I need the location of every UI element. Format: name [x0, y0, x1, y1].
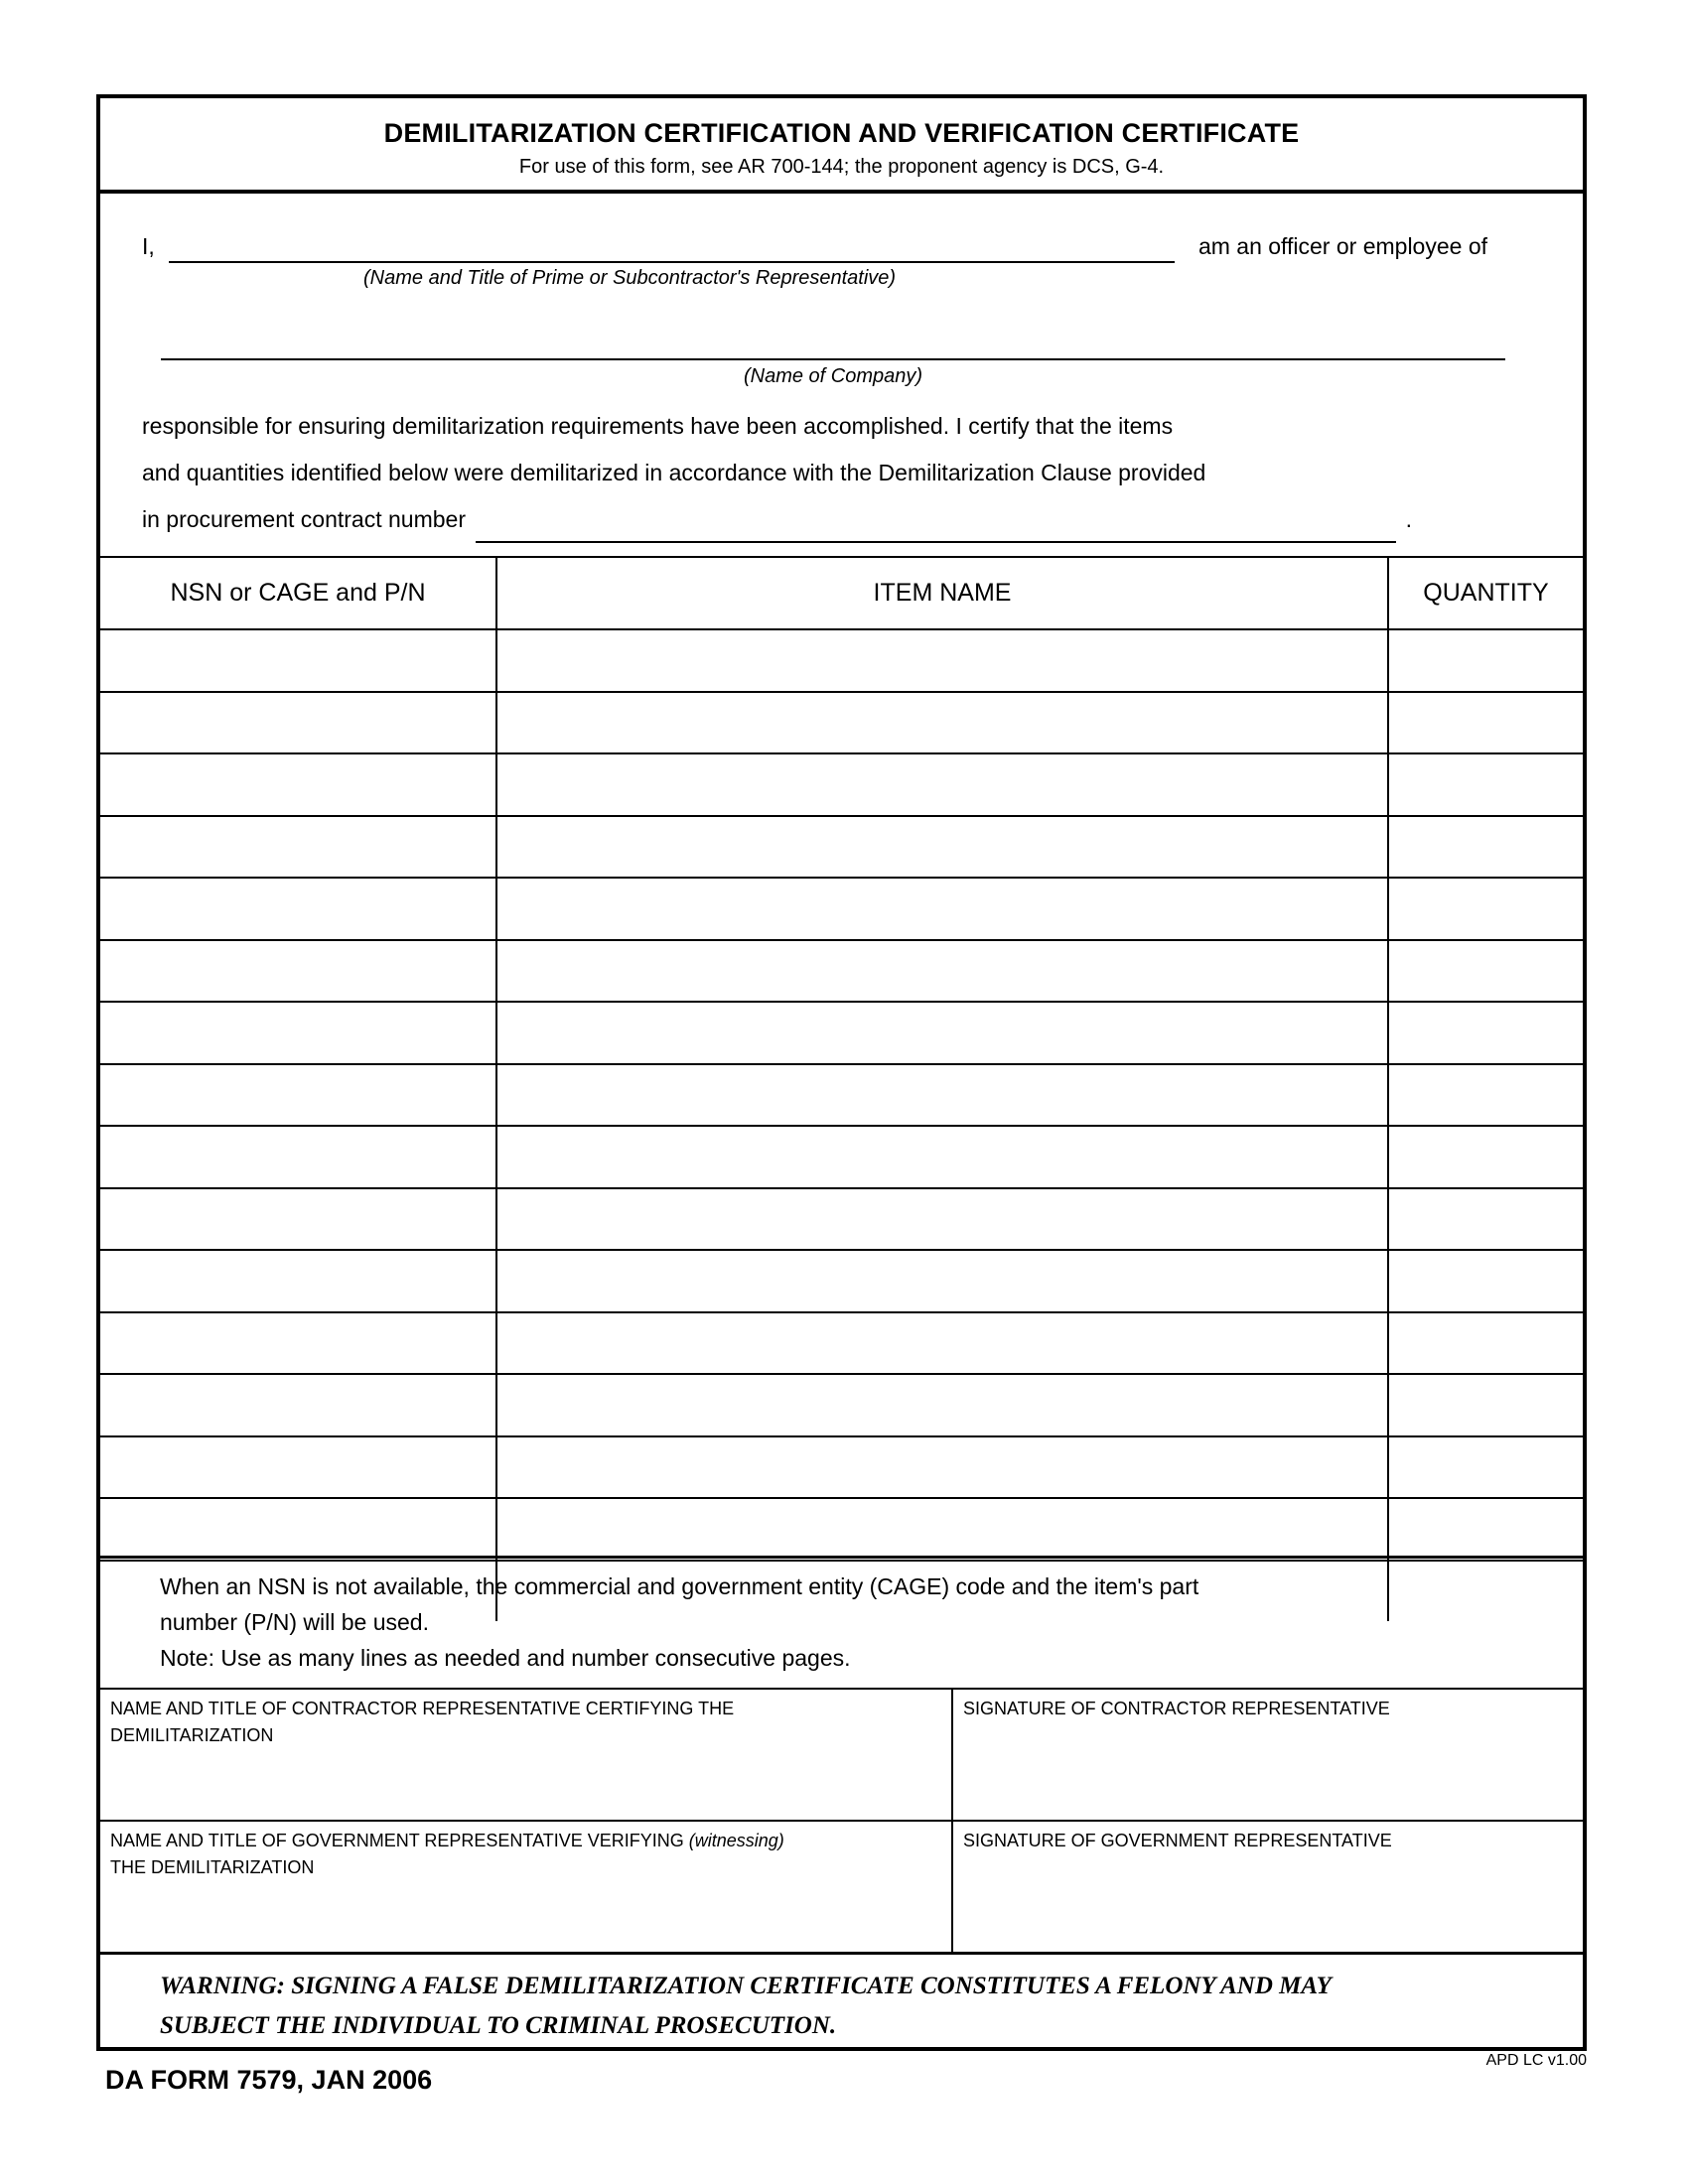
table-cell[interactable] [496, 1064, 1388, 1127]
table-cell[interactable] [1388, 1312, 1583, 1375]
table-cell[interactable] [496, 1188, 1388, 1251]
paragraph-line-2: and quantities identified below were demilitarized in accordance with the Demilitarization Clause provided [142, 460, 1206, 485]
table-cell[interactable] [496, 1250, 1388, 1312]
table-cell[interactable] [1388, 878, 1583, 940]
certification-paragraph [142, 403, 1583, 543]
contractor-signature-row [100, 1688, 1583, 1820]
government-name-label-prefix: NAME AND TITLE OF GOVERNMENT REPRESENTATIVE VERIFYING [110, 1831, 689, 1850]
warning-line-1: WARNING: SIGNING A FALSE DEMILITARIZATION CERTIFICATE CONSTITUTES A FELONY AND MAY [160, 1973, 1332, 1999]
table-cell[interactable] [1388, 940, 1583, 1003]
representative-name-hint: (Name and Title of Prime or Subcontractor's Representative) [363, 267, 897, 289]
contract-number-field[interactable] [476, 496, 1396, 543]
form-title: DEMILITARIZATION CERTIFICATION AND VERIFICATION CERTIFICATE [383, 118, 1300, 148]
table-cell[interactable] [100, 1436, 496, 1499]
demil-certificate-form [96, 94, 1587, 2051]
table-row [100, 878, 1583, 940]
table-cell[interactable] [1388, 1436, 1583, 1499]
representative-name-field[interactable] [169, 229, 1175, 263]
table-body [100, 629, 1583, 1621]
table-header-row [100, 558, 1583, 629]
paragraph-line-1: responsible for ensuring demilitarization requirements have been accomplished. I certify that the items [142, 413, 1174, 439]
paragraph-line-3 [142, 496, 1412, 543]
items-table-section [100, 556, 1583, 1556]
items-table [100, 558, 1583, 1621]
table-cell[interactable] [100, 1312, 496, 1375]
table-cell[interactable] [1388, 1374, 1583, 1436]
table-cell[interactable] [496, 940, 1388, 1003]
table-cell[interactable] [1388, 1064, 1583, 1127]
table-row [100, 1312, 1583, 1375]
table-cell[interactable] [496, 1498, 1388, 1561]
warning-line-2: SUBJECT THE INDIVIDUAL TO CRIMINAL PROSECUTION. [160, 2012, 837, 2039]
note-line-1: When an NSN is not available, the commercial and government entity (CAGE) code and the item's part [160, 1573, 1199, 1599]
table-cell[interactable] [100, 1498, 496, 1561]
contractor-name-label-line1: NAME AND TITLE OF CONTRACTOR REPRESENTATIVE CERTIFYING THE [110, 1699, 735, 1718]
contractor-name-cell[interactable] [100, 1690, 951, 1820]
government-signature-cell[interactable] [951, 1822, 1583, 1952]
table-row [100, 1250, 1583, 1312]
table-cell[interactable] [1388, 1250, 1583, 1312]
table-cell[interactable] [100, 753, 496, 816]
table-cell[interactable] [496, 629, 1388, 692]
table-row [100, 940, 1583, 1003]
note-line-2: number (P/N) will be used. [160, 1609, 429, 1635]
table-cell[interactable] [100, 1250, 496, 1312]
table-cell[interactable] [100, 816, 496, 879]
table-cell[interactable] [100, 629, 496, 692]
contract-number-label: in procurement contract number [142, 506, 466, 532]
col-header-item-name: ITEM NAME [496, 558, 1388, 629]
table-cell[interactable] [496, 1002, 1388, 1064]
table-cell[interactable] [100, 1374, 496, 1436]
certification-statement [100, 194, 1583, 556]
table-row [100, 816, 1583, 879]
table-cell[interactable] [100, 1064, 496, 1127]
table-cell[interactable] [1388, 1498, 1583, 1561]
government-name-cell[interactable] [100, 1822, 951, 1952]
table-cell[interactable] [100, 1188, 496, 1251]
contractor-signature-cell[interactable] [951, 1690, 1583, 1820]
table-cell[interactable] [100, 1002, 496, 1064]
company-name-field[interactable] [161, 358, 1505, 360]
table-cell[interactable] [100, 1126, 496, 1188]
table-cell[interactable] [1388, 629, 1583, 692]
table-cell[interactable] [496, 816, 1388, 879]
table-cell[interactable] [496, 1312, 1388, 1375]
warning-section [100, 1952, 1583, 2047]
government-name-label-line2: THE DEMILITARIZATION [110, 1857, 315, 1877]
witnessing-label: (witnessing) [688, 1831, 784, 1850]
table-cell[interactable] [496, 753, 1388, 816]
representative-line [142, 229, 1487, 263]
form-version: APD LC v1.00 [1485, 2052, 1587, 2069]
table-row [100, 692, 1583, 754]
note-line-3: Note: Use as many lines as needed and number consecutive pages. [160, 1645, 851, 1671]
table-row [100, 1002, 1583, 1064]
col-header-nsn: NSN or CAGE and P/N [100, 558, 496, 629]
table-row [100, 753, 1583, 816]
table-cell[interactable] [1388, 753, 1583, 816]
table-row [100, 1126, 1583, 1188]
note-section [100, 1556, 1583, 1688]
table-cell[interactable] [496, 692, 1388, 754]
table-row [100, 1498, 1583, 1561]
table-cell[interactable] [1388, 1188, 1583, 1251]
contractor-name-label-line2: DEMILITARIZATION [110, 1725, 274, 1745]
form-header [100, 98, 1583, 194]
government-signature-label: SIGNATURE OF GOVERNMENT REPRESENTATIVE [963, 1831, 1392, 1850]
table-cell[interactable] [100, 878, 496, 940]
company-name-hint: (Name of Company) [743, 365, 923, 387]
table-cell[interactable] [496, 1374, 1388, 1436]
table-row [100, 1374, 1583, 1436]
table-cell[interactable] [1388, 816, 1583, 879]
table-cell[interactable] [496, 878, 1388, 940]
table-cell[interactable] [1388, 1126, 1583, 1188]
table-cell[interactable] [1388, 1002, 1583, 1064]
officer-text: am an officer or employee of [1197, 233, 1487, 259]
table-row [100, 629, 1583, 692]
table-row [100, 1436, 1583, 1499]
table-cell[interactable] [1388, 692, 1583, 754]
sentence-period: . [1405, 506, 1412, 532]
table-cell[interactable] [496, 1126, 1388, 1188]
table-row [100, 1064, 1583, 1127]
contractor-signature-label: SIGNATURE OF CONTRACTOR REPRESENTATIVE [963, 1699, 1390, 1718]
table-cell[interactable] [496, 1436, 1388, 1499]
table-cell[interactable] [100, 940, 496, 1003]
i-label: I, [142, 233, 155, 259]
government-signature-row [100, 1820, 1583, 1952]
table-row [100, 1188, 1583, 1251]
table-cell[interactable] [100, 692, 496, 754]
form-number: DA FORM 7579, JAN 2006 [105, 2065, 433, 2095]
form-subtitle: For use of this form, see AR 700-144; the proponent agency is DCS, G-4. [518, 156, 1165, 178]
col-header-quantity: QUANTITY [1388, 558, 1583, 629]
